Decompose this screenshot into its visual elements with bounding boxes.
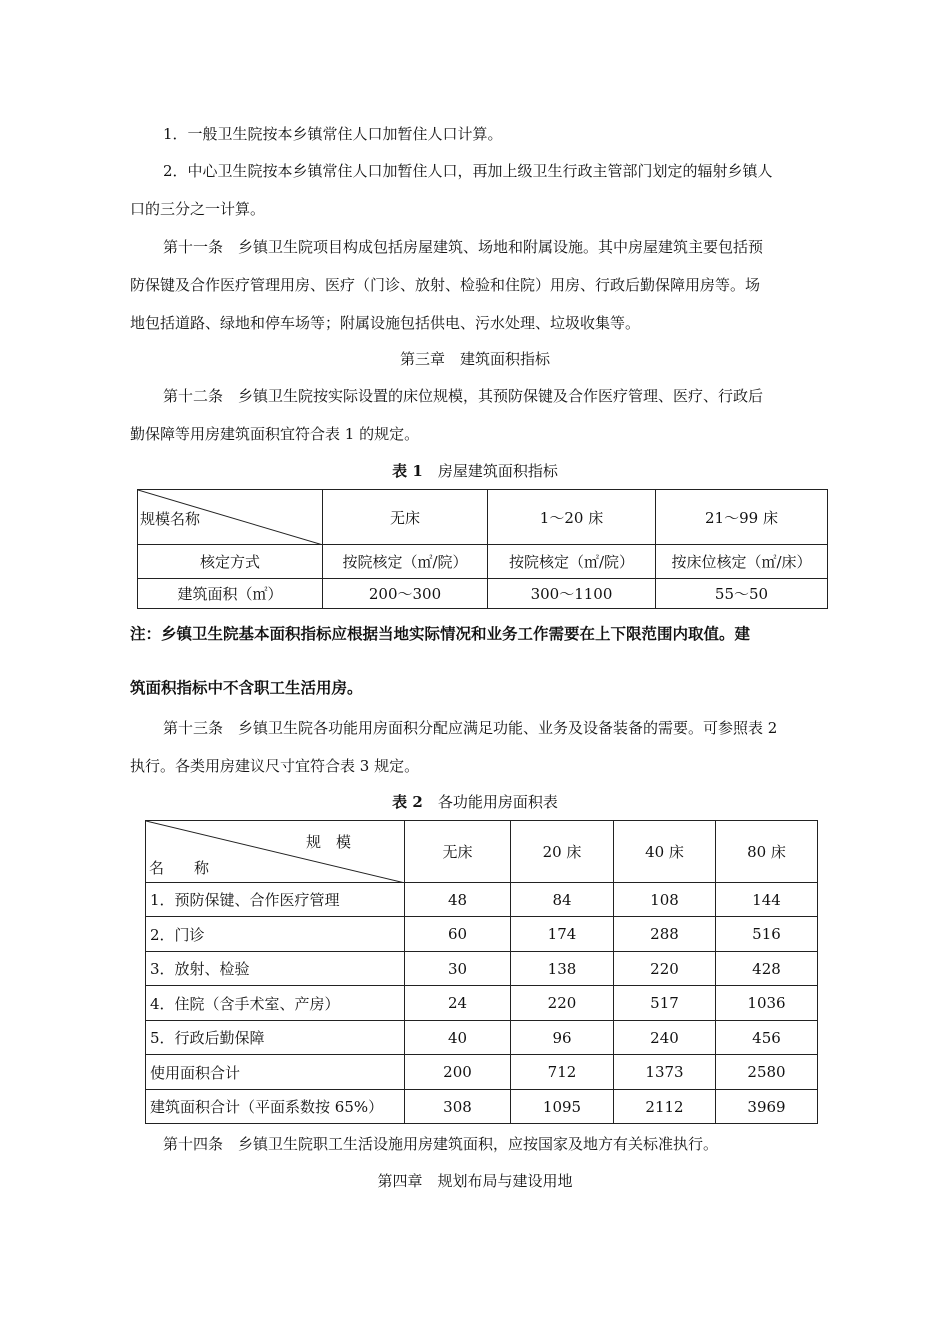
table-row <box>146 883 818 917</box>
table2-cell: 60 <box>405 917 511 952</box>
table2-row-label: 使用面积合计 <box>146 1055 405 1090</box>
paragraph-item-1: 1．一般卫生院按本乡镇常住人口加暂住人口计算。 <box>163 125 503 143</box>
table2-cell: 24 <box>405 986 511 1021</box>
table1-cell: 按院核定（㎡/院） <box>323 545 488 579</box>
table1-note: 注：乡镇卫生院基本面积指标应根据当地实际情况和业务工作需要在上下限范围内取值。建 <box>130 625 751 643</box>
table2-cell: 712 <box>511 1055 614 1090</box>
table-row <box>146 1055 818 1090</box>
article-14: 第十四条 乡镇卫生院职工生活设施用房建筑面积，应按国家及地方有关标准执行。 <box>163 1135 719 1153</box>
table2-row-label: 1．预防保键、合作医疗管理 <box>146 883 405 917</box>
table-row <box>138 579 828 609</box>
table2-cell: 174 <box>511 917 614 952</box>
table1-cell: 按床位核定（㎡/床） <box>656 545 828 579</box>
table1-cell: 55～50 <box>656 579 828 609</box>
table1-cell: 按院核定（㎡/院） <box>488 545 656 579</box>
table2-cell: 2112 <box>614 1090 716 1124</box>
table2-row-label: 4．住院（含手术室、产房） <box>146 986 405 1021</box>
table1-cell: 200～300 <box>323 579 488 609</box>
table2-cell: 240 <box>614 1021 716 1055</box>
chapter-3-heading: 第三章 建筑面积指标 <box>399 350 550 368</box>
table2-cell: 200 <box>405 1055 511 1090</box>
table2-cell: 428 <box>716 952 818 986</box>
table2-row-label: 5．行政后勤保障 <box>146 1021 405 1055</box>
table2-cell: 220 <box>614 952 716 986</box>
table2-cell: 308 <box>405 1090 511 1124</box>
table2-corner-top: 规 模 <box>306 833 352 851</box>
table-building-area <box>137 489 828 609</box>
table2-cell: 138 <box>511 952 614 986</box>
table-row <box>146 1021 818 1055</box>
table2-caption-number: 表 2 <box>392 793 423 811</box>
table2-cell: 2580 <box>716 1055 818 1090</box>
table1-header: 无床 <box>323 490 488 545</box>
table1-header: 21～99 床 <box>656 490 828 545</box>
table2-cell: 108 <box>614 883 716 917</box>
table2-header: 40 床 <box>614 821 716 883</box>
table2-row-label: 3．放射、检验 <box>146 952 405 986</box>
table1-header: 1～20 床 <box>488 490 656 545</box>
table2-cell: 30 <box>405 952 511 986</box>
paragraph-item-2: 2．中心卫生院按本乡镇常住人口加暂住人口，再加上级卫生行政主管部门划定的辐射乡镇人 <box>163 162 773 180</box>
chapter-4-heading: 第四章 规划布局与建设用地 <box>377 1172 573 1190</box>
table1-caption-number: 表 1 <box>392 462 423 480</box>
table1-cell: 300～1100 <box>488 579 656 609</box>
table2-cell: 96 <box>511 1021 614 1055</box>
table2-corner-cell <box>146 821 405 883</box>
table2-cell: 1036 <box>716 986 818 1021</box>
table1-row-label: 建筑面积（㎡） <box>138 579 323 609</box>
table1-corner-label: 规模名称 <box>140 510 201 528</box>
table-row <box>146 986 818 1021</box>
article-11: 第十一条 乡镇卫生院项目构成包括房屋建筑、场地和附属设施。其中房屋建筑主要包括预 <box>163 238 764 256</box>
table2-cell: 84 <box>511 883 614 917</box>
table-functional-area <box>145 820 818 1124</box>
table2-cell: 40 <box>405 1021 511 1055</box>
table2-row-label: 2．门诊 <box>146 917 405 952</box>
table2-header: 20 床 <box>511 821 614 883</box>
article-12-cont: 勤保障等用房建筑面积宜符合表 1 的规定。 <box>130 425 420 443</box>
table2-cell: 48 <box>405 883 511 917</box>
article-13-cont: 执行。各类用房建议尺寸宜符合表 3 规定。 <box>130 757 420 775</box>
table-row <box>146 1090 818 1124</box>
table1-caption-text: 房屋建筑面积指标 <box>437 462 558 480</box>
table1-caption <box>0 462 950 481</box>
table-row <box>146 917 818 952</box>
table-row <box>146 952 818 986</box>
table2-caption <box>0 793 950 812</box>
table2-cell: 3969 <box>716 1090 818 1124</box>
table2-cell: 220 <box>511 986 614 1021</box>
table2-caption-text: 各功能用房面积表 <box>437 793 558 811</box>
table2-cell: 144 <box>716 883 818 917</box>
table2-header: 80 床 <box>716 821 818 883</box>
paragraph-item-2-cont: 口的三分之一计算。 <box>130 200 266 218</box>
article-11-cont-2: 地包括道路、绿地和停车场等；附属设施包括供电、污水处理、垃圾收集等。 <box>130 314 641 332</box>
table-row <box>138 545 828 579</box>
table2-cell: 1095 <box>511 1090 614 1124</box>
table1-note-cont: 筑面积指标中不含职工生活用房。 <box>130 679 363 697</box>
table1-corner-cell <box>138 490 323 545</box>
article-12: 第十二条 乡镇卫生院按实际设置的床位规模，其预防保键及合作医疗管理、医疗、行政后 <box>163 387 764 405</box>
table2-cell: 288 <box>614 917 716 952</box>
table2-cell: 516 <box>716 917 818 952</box>
table2-row-label: 建筑面积合计（平面系数按 65%） <box>146 1090 405 1124</box>
article-11-cont-1: 防保键及合作医疗管理用房、医疗（门诊、放射、检验和住院）用房、行政后勤保障用房等。场 <box>130 276 761 294</box>
table2-cell: 456 <box>716 1021 818 1055</box>
table2-header: 无床 <box>405 821 511 883</box>
table2-cell: 1373 <box>614 1055 716 1090</box>
article-13: 第十三条 乡镇卫生院各功能用房面积分配应满足功能、业务及设备装备的需要。可参照表 2 <box>163 719 778 737</box>
table2-cell: 517 <box>614 986 716 1021</box>
table1-row-label: 核定方式 <box>138 545 323 579</box>
table2-corner-bottom: 名 称 <box>149 859 210 877</box>
